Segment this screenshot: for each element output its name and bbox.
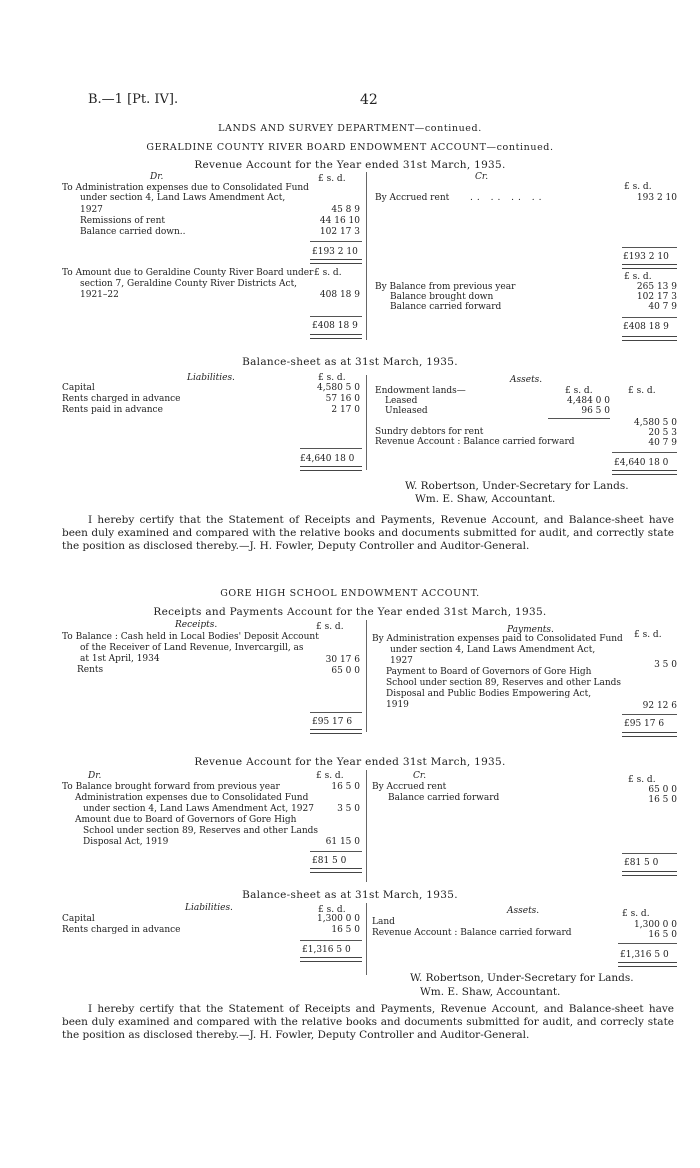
entry-text: Endowment lands— — [375, 386, 466, 396]
lsd-header: £ s. d. — [318, 174, 346, 184]
total: £4,640 18 0 — [614, 458, 669, 468]
double-rule — [622, 264, 677, 269]
gore-account-title: GORE HIGH SCHOOL ENDOWMENT ACCOUNT. — [220, 588, 480, 599]
entry-text: under section 4, Land Laws Amendment Act, — [390, 645, 596, 655]
lsd-header: £ s. d. — [316, 771, 344, 781]
rule — [310, 316, 362, 317]
total: £81 5 0 — [624, 858, 659, 868]
lsd-header: £ s. d. — [318, 373, 346, 383]
entry-text: of the Receiver of Land Revenue, Invercargill, as — [80, 643, 304, 653]
double-rule — [622, 336, 677, 341]
entry-text: Balance brought down — [390, 292, 494, 302]
entry-text: Amount due to Board of Governors of Gore High — [75, 815, 297, 825]
total: £1,316 5 0 — [302, 945, 351, 955]
rule — [622, 247, 677, 248]
amount: 16 5 0 — [331, 782, 360, 792]
entry-text: By Balance from previous year — [375, 282, 516, 292]
geraldine-account-title: GERALDINE COUNTY RIVER BOARD ENDOWMENT ACCOUNT—continued. — [146, 142, 554, 153]
entry-text: Leased — [385, 396, 418, 406]
entry-text: To Administration expenses due to Consolidated Fund — [62, 183, 309, 193]
gore-revenue-title: Revenue Account for the Year ended 31st March, 1935. — [194, 756, 506, 768]
amount: 3 5 0 — [654, 660, 677, 670]
liabilities-label: Liabilities. — [185, 903, 233, 913]
rule — [622, 853, 677, 854]
column-divider — [366, 620, 367, 732]
signature-undersecretary: W. Robertson, Under-Secretary for Lands. — [410, 972, 634, 984]
amount: 20 5 3 — [648, 428, 677, 438]
rule — [310, 712, 362, 713]
rule — [622, 714, 677, 715]
amount: 40 7 9 — [648, 438, 677, 448]
geraldine-revenue-title: Revenue Account for the Year ended 31st March, 1935. — [194, 159, 506, 171]
entry-text: at 1st April, 1934 — [80, 654, 160, 664]
rule — [310, 851, 362, 852]
entry-text: Capital — [62, 914, 95, 924]
amount: 45 8 9 — [331, 205, 360, 215]
entry-text: To Amount due to Geraldine County River Board under — [62, 268, 314, 278]
signature-accountant: Wm. E. Shaw, Accountant. — [415, 493, 556, 505]
entry-text: School under section 89, Reserves and other Lands — [386, 678, 622, 688]
signature-accountant: Wm. E. Shaw, Accountant. — [420, 986, 561, 998]
amount: 1,300 0 0 — [317, 914, 360, 924]
double-rule — [622, 871, 677, 876]
liabilities-label: Liabilities. — [187, 373, 235, 383]
double-rule — [310, 868, 362, 873]
assets-label: Assets. — [510, 375, 543, 385]
rule — [300, 448, 362, 449]
amount: 16 5 0 — [648, 795, 677, 805]
total: £1,316 5 0 — [620, 950, 669, 960]
receipts-label: Receipts. — [175, 620, 218, 630]
rule — [548, 418, 610, 419]
entry-text: By Administration expenses paid to Consolidated Fund — [372, 634, 623, 644]
amount: 4,580 5 0 — [317, 383, 360, 393]
entry-text: Balance carried forward — [390, 302, 502, 312]
amount: 61 15 0 — [325, 837, 360, 847]
total: £95 17 6 — [624, 719, 665, 729]
entry-text: section 7, Geraldine County River Districts Act, — [80, 279, 298, 289]
rule — [622, 317, 677, 318]
lsd-header: £ s. d. — [622, 909, 650, 919]
entry-text: under section 4, Land Laws Amendment Act, — [80, 193, 286, 203]
entry-text: School under section 89, Reserves and other Lands — [83, 826, 319, 836]
column-divider — [366, 770, 367, 882]
column-divider — [366, 172, 367, 340]
amount: 92 12 6 — [642, 701, 677, 711]
double-rule — [310, 259, 362, 264]
entry-text: Revenue Account : Balance carried forward — [372, 928, 572, 938]
lsd-header: £ s. d. — [318, 905, 346, 915]
page-number: 42 — [360, 92, 378, 108]
double-rule — [300, 957, 362, 962]
lsd-header: £ s. d. — [628, 386, 656, 396]
amount: 4,484 0 0 — [567, 396, 610, 406]
amount: 408 18 9 — [319, 290, 360, 300]
entry-text: Balance carried down.. — [80, 227, 186, 237]
entry-text: Rents — [77, 665, 104, 675]
department-title: LANDS AND SURVEY DEPARTMENT—continued. — [218, 123, 482, 134]
audit-certificate: I hereby certify that the Statement of Receipts and Payments, Revenue Account, and Balance-sheet have been duly examined and compared with the relative books and documents submitted for audit, and correcly state the position as disclosed thereby.—J. H. Fowler, Deputy Controller and Auditor-General. — [62, 1003, 674, 1041]
amount: 57 16 0 — [325, 394, 360, 404]
amount: 4,580 5 0 — [634, 418, 677, 428]
amount: 65 0 0 — [648, 785, 677, 795]
entry-text: Unleased — [385, 406, 428, 416]
amount: 16 5 0 — [331, 925, 360, 935]
rule — [300, 940, 362, 941]
column-divider — [366, 375, 367, 470]
rule — [310, 241, 362, 242]
entry-text: Payment to Board of Governors of Gore High — [386, 667, 592, 677]
dr-label: Dr. — [150, 172, 164, 182]
entry-text: 1919 — [386, 700, 409, 710]
entry-text: Capital — [62, 383, 95, 393]
amount: 102 17 3 — [319, 227, 360, 237]
lsd-header: £ s. d. — [316, 622, 344, 632]
double-rule — [618, 962, 677, 967]
entry-text: 1921–22 — [80, 290, 119, 300]
entry-text: Administration expenses due to Consolidated Fund — [75, 793, 309, 803]
double-rule — [310, 334, 362, 339]
amount: 1,300 0 0 — [634, 920, 677, 930]
column-divider — [366, 903, 367, 975]
lsd-header: £ s. d. — [628, 775, 656, 785]
lsd-header: £ s. d. — [634, 630, 662, 640]
entry-text: Sundry debtors for rent — [375, 427, 484, 437]
audit-certificate: I hereby certify that the Statement of Receipts and Payments, Revenue Account, and Balance-sheet have been duly examined and compared with the relative books and documents submitted for audit, and correctly state the position as disclosed thereby.—J. H. Fowler, Deputy Controller and Auditor-General. — [62, 514, 674, 552]
dr-label: Dr. — [88, 771, 102, 781]
page-identifier: B.—1 [Pt. IV]. — [88, 92, 179, 107]
amount: 2 17 0 — [331, 405, 360, 415]
entry-text: To Balance : Cash held in Local Bodies' Deposit Account — [62, 632, 319, 642]
total: £95 17 6 — [312, 717, 353, 727]
amount: 193 2 10 — [636, 193, 677, 203]
lsd-header: £ s. d. — [624, 182, 652, 192]
amount: 30 17 6 — [325, 655, 360, 665]
gore-balance-title: Balance-sheet as at 31st March, 1935. — [242, 889, 458, 901]
entry-text: Land — [372, 917, 395, 927]
lsd-header: £ s. d. — [565, 386, 593, 396]
amount: 265 13 9 — [636, 282, 677, 292]
total: £193 2 10 — [312, 247, 358, 257]
entry-text: Rents charged in advance — [62, 925, 181, 935]
double-rule — [622, 732, 677, 737]
entry-text: Revenue Account : Balance carried forward — [375, 437, 575, 447]
entry-text: Balance carried forward — [388, 793, 500, 803]
amount: 40 7 9 — [648, 302, 677, 312]
amount: 44 16 10 — [319, 216, 360, 226]
entry-text: Disposal and Public Bodies Empowering Act, — [386, 689, 592, 699]
entry-text: By Accrued rent — [372, 782, 447, 792]
amount: 96 5 0 — [581, 406, 610, 416]
cr-label: Cr. — [413, 771, 427, 781]
entry-text: Remissions of rent — [80, 216, 165, 226]
geraldine-balance-title: Balance-sheet as at 31st March, 1935. — [242, 356, 458, 368]
rule — [618, 943, 677, 944]
double-rule — [310, 729, 362, 734]
entry-text: To Balance brought forward from previous year — [62, 782, 280, 792]
entry-text: Rents charged in advance — [62, 394, 181, 404]
total: £408 18 9 — [623, 322, 669, 332]
entry-text: under section 4, Land Laws Amendment Act, 1927 — [83, 804, 314, 814]
amount: 16 5 0 — [648, 930, 677, 940]
entry-text: By Accrued rent — [375, 193, 450, 203]
lsd-header: £ s. d. — [624, 272, 652, 282]
amount: 3 5 0 — [337, 804, 360, 814]
lsd-header: £ s. d. — [314, 268, 342, 278]
total: £4,640 18 0 — [300, 454, 355, 464]
entry-text: Disposal Act, 1919 — [83, 837, 169, 847]
cr-label: Cr. — [475, 172, 489, 182]
amount: 102 17 3 — [636, 292, 677, 302]
double-rule — [300, 466, 362, 471]
double-rule — [612, 470, 677, 475]
amount: 65 0 0 — [331, 666, 360, 676]
rule — [612, 452, 677, 453]
signature-undersecretary: W. Robertson, Under-Secretary for Lands. — [405, 480, 629, 492]
assets-label: Assets. — [507, 906, 540, 916]
leader-dots: .. .. .. .. — [470, 193, 546, 203]
entry-text: Rents paid in advance — [62, 405, 163, 415]
total: £408 18 9 — [312, 321, 358, 331]
entry-text: 1927 — [390, 656, 413, 666]
gore-receipts-title: Receipts and Payments Account for the Year ended 31st March, 1935. — [153, 606, 547, 618]
payments-label: Payments. — [507, 625, 554, 635]
total: £81 5 0 — [312, 856, 347, 866]
total: £193 2 10 — [623, 252, 669, 262]
entry-text: 1927 — [80, 205, 103, 215]
